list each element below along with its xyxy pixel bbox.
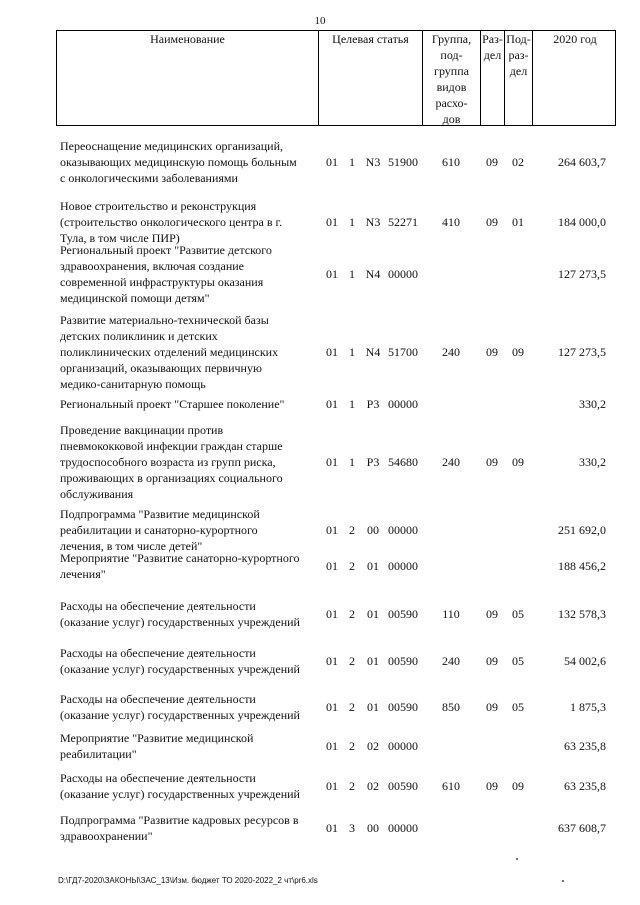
table-header xyxy=(56,30,616,126)
row-name-line: Мероприятие "Развитие санаторно-курортного xyxy=(60,551,300,565)
row-name-line: Расходы на обеспечение деятельности xyxy=(60,599,256,613)
row-name-line: Подпрограмма "Развитие медицинской xyxy=(60,507,260,521)
row-name-line: здравоохранения, включая создание xyxy=(60,259,245,273)
row-name xyxy=(60,396,318,412)
cell-c4: 51700 xyxy=(388,345,418,359)
table-row xyxy=(56,812,616,844)
row-name-line: лечения" xyxy=(60,567,106,581)
row-name-line: Расходы на обеспечение деятельности xyxy=(60,646,256,660)
cell-c4: 51900 xyxy=(388,155,418,169)
scan-speck xyxy=(562,880,564,882)
header-line: Под- xyxy=(506,32,531,46)
cell-amount: 330,2 xyxy=(579,397,606,411)
page-number: 10 xyxy=(314,15,326,27)
cell-c2: 3 xyxy=(349,821,355,835)
cell-sub: 09 xyxy=(512,345,524,359)
cell-amount: 54 002,6 xyxy=(564,654,606,668)
table-row xyxy=(56,138,616,186)
cell-c2: 2 xyxy=(349,739,355,753)
row-name-line: лечения, в том числе детей" xyxy=(60,539,203,553)
header-line: раз- xyxy=(508,48,529,62)
cell-group: 610 xyxy=(442,155,460,169)
cell-group: 240 xyxy=(442,654,460,668)
row-name xyxy=(60,198,318,246)
cell-c4: 00000 xyxy=(388,821,418,835)
cell-section: 09 xyxy=(486,155,498,169)
row-name-line: Тула, в том числе ПИР) xyxy=(60,231,180,245)
cell-c1: 01 xyxy=(326,455,338,469)
cell-c3: 00 xyxy=(367,523,379,537)
cell-c3: N4 xyxy=(365,267,381,281)
cell-amount: 184 000,0 xyxy=(558,215,606,229)
cell-c3: 01 xyxy=(367,700,379,714)
cell-sub: 05 xyxy=(512,607,524,621)
cell-group: 240 xyxy=(442,345,460,359)
cell-c1: 01 xyxy=(326,700,338,714)
table-row xyxy=(56,242,616,306)
header-year: 2020 год xyxy=(553,32,597,46)
cell-c3: N3 xyxy=(365,215,381,229)
cell-amount: 251 692,0 xyxy=(558,523,606,537)
cell-c4: 00590 xyxy=(388,654,418,668)
scan-speck xyxy=(516,858,518,860)
row-name-line: (оказание услуг) государственных учреждений xyxy=(60,708,300,722)
header-section xyxy=(481,31,505,125)
table-row xyxy=(56,422,616,502)
cell-c3: 02 xyxy=(367,739,379,753)
table-row xyxy=(56,730,616,762)
table-row xyxy=(56,770,616,802)
cell-sub: 05 xyxy=(512,654,524,668)
cell-amount: 132 578,3 xyxy=(558,607,606,621)
cell-amount: 63 235,8 xyxy=(564,779,606,793)
cell-amount: 264 603,7 xyxy=(558,155,606,169)
row-name-line: реабилитации и санаторно-курортного xyxy=(60,523,258,537)
row-name-line: оказывающих медицинскую помощь больным xyxy=(60,155,297,169)
row-name xyxy=(60,812,318,844)
header-line: Группа, xyxy=(431,32,472,46)
cell-c3: 01 xyxy=(367,607,379,621)
header-line: дел xyxy=(483,48,502,62)
row-name-line: (оказание услуг) государственных учреждений xyxy=(60,787,300,801)
row-name xyxy=(60,598,318,630)
row-name-line: здравоохранении" xyxy=(60,829,153,843)
cell-c3: P3 xyxy=(366,455,380,469)
cell-c3: 01 xyxy=(367,654,379,668)
cell-section: 09 xyxy=(486,779,498,793)
cell-c4: 54680 xyxy=(388,455,418,469)
row-name xyxy=(60,770,318,802)
header-line: Раз- xyxy=(482,32,503,46)
cell-c1: 01 xyxy=(326,654,338,668)
cell-c2: 1 xyxy=(349,155,355,169)
cell-group: 110 xyxy=(442,607,460,621)
cell-sub: 01 xyxy=(512,215,524,229)
row-name-line: Расходы на обеспечение деятельности xyxy=(60,771,256,785)
cell-c2: 1 xyxy=(349,397,355,411)
cell-section: 09 xyxy=(486,607,498,621)
cell-amount: 127 273,5 xyxy=(558,345,606,359)
row-name-line: Проведение вакцинации против xyxy=(60,423,224,437)
cell-c4: 00590 xyxy=(388,700,418,714)
cell-c4: 00000 xyxy=(388,523,418,537)
cell-c2: 2 xyxy=(349,523,355,537)
cell-c2: 1 xyxy=(349,455,355,469)
row-name-line: детских поликлиник и детских xyxy=(60,329,218,343)
row-name-line: медико-санитарную помощь xyxy=(60,377,206,391)
cell-c1: 01 xyxy=(326,739,338,753)
row-name-line: реабилитации" xyxy=(60,747,137,761)
header-subsection xyxy=(505,31,533,125)
cell-group: 610 xyxy=(442,779,460,793)
cell-sub: 05 xyxy=(512,700,524,714)
row-name xyxy=(60,730,318,762)
cell-c3: P3 xyxy=(366,397,380,411)
header-line: дов xyxy=(442,112,461,126)
cell-c3: 02 xyxy=(367,779,379,793)
row-name xyxy=(60,691,318,723)
table-row xyxy=(56,198,616,246)
row-name xyxy=(60,506,318,554)
file-path-footer: D:\ГД7-2020\ЗАКОНЫ\ЗАС_13\Изм. бюджет ТО 2020-2022_2 чт\pr6.xls xyxy=(58,876,318,885)
row-name-line: поликлинических отделений медицинских xyxy=(60,345,279,359)
row-name-line: Региональный проект "Старшее поколение" xyxy=(60,397,285,411)
row-name-line: с онкологическими заболеваниями xyxy=(60,171,238,185)
cell-sub: 09 xyxy=(512,455,524,469)
cell-section: 09 xyxy=(486,345,498,359)
row-name xyxy=(60,138,318,186)
header-expense-group xyxy=(423,31,481,125)
cell-c1: 01 xyxy=(326,267,338,281)
cell-c1: 01 xyxy=(326,397,338,411)
row-name-line: Мероприятие "Развитие медицинской xyxy=(60,731,254,745)
cell-sub: 02 xyxy=(512,155,524,169)
table-row xyxy=(56,550,616,582)
cell-c4: 00000 xyxy=(388,559,418,573)
row-name-line: (строительство онкологического центра в г. xyxy=(60,215,283,229)
table-row xyxy=(56,312,616,392)
row-name-line: проживающих в организациях социального xyxy=(60,471,283,485)
cell-c3: N3 xyxy=(365,155,381,169)
row-name xyxy=(60,242,318,306)
cell-c2: 2 xyxy=(349,654,355,668)
cell-section: 09 xyxy=(486,700,498,714)
row-name xyxy=(60,550,318,582)
cell-c4: 00000 xyxy=(388,267,418,281)
row-name-line: Новое строительство и реконструкция xyxy=(60,199,257,213)
row-name xyxy=(60,422,318,502)
row-name xyxy=(60,645,318,677)
cell-c1: 01 xyxy=(326,559,338,573)
cell-group: 850 xyxy=(442,700,460,714)
cell-section: 09 xyxy=(486,215,498,229)
row-name-line: современной инфраструктуры оказания xyxy=(60,275,264,289)
row-name-line: Подпрограмма "Развитие кадровых ресурсов в xyxy=(60,813,299,827)
header-line: видов xyxy=(436,80,467,94)
cell-c2: 1 xyxy=(349,215,355,229)
cell-sub: 09 xyxy=(512,779,524,793)
cell-c2: 2 xyxy=(349,700,355,714)
cell-c4: 00590 xyxy=(388,607,418,621)
cell-c1: 01 xyxy=(326,155,338,169)
row-name-line: Переоснащение медицинских организаций, xyxy=(60,139,283,153)
header-line: расхо- xyxy=(435,96,468,110)
cell-amount: 63 235,8 xyxy=(564,739,606,753)
cell-group: 410 xyxy=(442,215,460,229)
cell-c4: 00000 xyxy=(388,739,418,753)
cell-amount: 127 273,5 xyxy=(558,267,606,281)
cell-c1: 01 xyxy=(326,523,338,537)
cell-c3: 01 xyxy=(367,559,379,573)
cell-c2: 1 xyxy=(349,267,355,281)
cell-c1: 01 xyxy=(326,215,338,229)
cell-c2: 2 xyxy=(349,559,355,573)
header-line: под- xyxy=(440,48,463,62)
row-name-line: обслуживания xyxy=(60,487,134,501)
row-name-line: (оказание услуг) государственных учреждений xyxy=(60,662,300,676)
header-line: группа xyxy=(434,64,469,78)
cell-amount: 188 456,2 xyxy=(558,559,606,573)
header-line: дел xyxy=(509,64,528,78)
cell-amount: 1 875,3 xyxy=(570,700,606,714)
row-name xyxy=(60,312,318,392)
row-name-line: медицинской помощи детям" xyxy=(60,291,210,305)
header-name: Наименование xyxy=(57,31,319,125)
cell-c4: 00000 xyxy=(388,397,418,411)
cell-c1: 01 xyxy=(326,821,338,835)
header-target-article: Целевая статья xyxy=(319,31,423,125)
table-row xyxy=(56,396,616,412)
cell-c1: 01 xyxy=(326,779,338,793)
cell-c3: 00 xyxy=(367,821,379,835)
cell-amount: 637 608,7 xyxy=(558,821,606,835)
cell-c2: 2 xyxy=(349,607,355,621)
cell-c1: 01 xyxy=(326,607,338,621)
cell-amount: 330,2 xyxy=(579,455,606,469)
cell-c4: 00590 xyxy=(388,779,418,793)
row-name-line: пневмококковой инфекции граждан старше xyxy=(60,439,283,453)
row-name-line: Региональный проект "Развитие детского xyxy=(60,243,272,257)
table-row xyxy=(56,506,616,554)
row-name-line: Развитие материально-технической базы xyxy=(60,313,269,327)
row-name-line: организаций, оказывающих первичную xyxy=(60,361,262,375)
table-row xyxy=(56,645,616,677)
cell-group: 240 xyxy=(442,455,460,469)
cell-section: 09 xyxy=(486,654,498,668)
cell-c3: N4 xyxy=(365,345,381,359)
row-name-line: Расходы на обеспечение деятельности xyxy=(60,692,256,706)
cell-c4: 52271 xyxy=(388,215,418,229)
cell-c2: 1 xyxy=(349,345,355,359)
row-name-line: (оказание услуг) государственных учреждений xyxy=(60,615,300,629)
row-name-line: трудоспособного возраста из групп риска, xyxy=(60,455,276,469)
table-row xyxy=(56,598,616,630)
table-row xyxy=(56,691,616,723)
cell-c2: 2 xyxy=(349,779,355,793)
cell-section: 09 xyxy=(486,455,498,469)
cell-c1: 01 xyxy=(326,345,338,359)
